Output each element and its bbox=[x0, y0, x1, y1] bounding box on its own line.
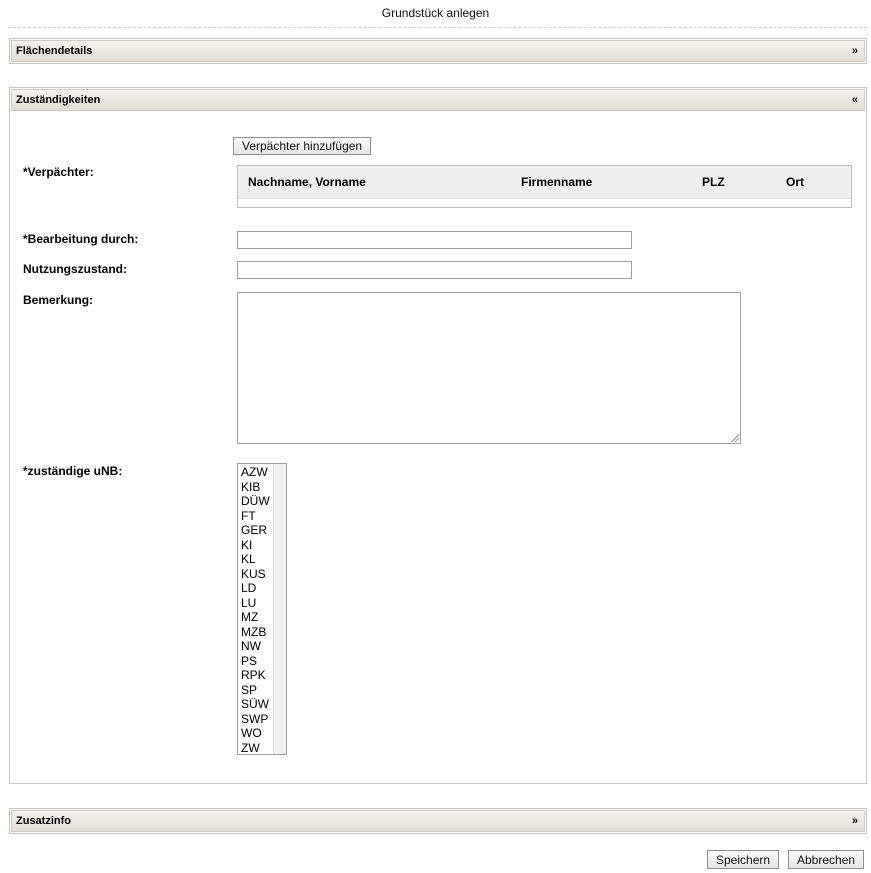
bemerkung-textarea[interactable] bbox=[237, 292, 741, 444]
unb-option[interactable]: WO bbox=[241, 726, 262, 740]
listbox-scrollbar[interactable] bbox=[273, 464, 286, 754]
unb-option[interactable]: AZW bbox=[241, 465, 268, 479]
nutzungszustand-label: Nutzungszustand: bbox=[23, 262, 127, 276]
grid-header-row bbox=[238, 166, 851, 199]
unb-option[interactable]: SWP bbox=[241, 711, 269, 726]
nutzungszustand-input[interactable] bbox=[237, 261, 632, 279]
unb-option[interactable]: LD bbox=[241, 581, 257, 595]
resize-grip-icon[interactable] bbox=[730, 433, 739, 442]
unb-option[interactable]: KL bbox=[241, 552, 256, 566]
bearbeitung-label: *Bearbeitung durch: bbox=[23, 232, 139, 246]
unb-option[interactable]: KUS bbox=[241, 566, 266, 581]
unb-option[interactable]: NW bbox=[241, 639, 261, 653]
unb-option[interactable]: GER bbox=[241, 523, 268, 537]
column-header[interactable]: Nachname, Vorname bbox=[248, 175, 366, 189]
unb-label: *zuständige uNB: bbox=[23, 464, 123, 478]
unb-option[interactable]: SP bbox=[241, 682, 258, 697]
unb-option[interactable]: FT bbox=[241, 508, 256, 523]
panel-title: Zusatzinfo bbox=[16, 815, 71, 827]
panel-zusatzinfo bbox=[9, 808, 867, 834]
page-title: Grundstück anlegen bbox=[381, 6, 490, 20]
unb-option[interactable]: MZ bbox=[241, 610, 259, 624]
save-button[interactable]: Speichern bbox=[707, 850, 779, 869]
panel-title: Flächendetails bbox=[16, 45, 93, 57]
panel-zustaendigkeiten bbox=[9, 87, 867, 784]
verpaechter-grid bbox=[237, 165, 852, 208]
add-verpaechter-button[interactable]: Verpächter hinzufügen bbox=[233, 137, 371, 155]
panel-header-flaechendetails[interactable] bbox=[11, 40, 865, 62]
panel-title: Zuständigkeiten bbox=[16, 94, 101, 106]
expand-icon[interactable]: » bbox=[851, 45, 858, 57]
bemerkung-label: Bemerkung: bbox=[23, 293, 94, 307]
panel-header-zusatzinfo[interactable] bbox=[11, 810, 865, 832]
panel-header-zustaendigkeiten[interactable] bbox=[11, 89, 865, 111]
unb-option[interactable]: RPK bbox=[241, 668, 266, 682]
collapse-icon[interactable]: « bbox=[851, 94, 858, 106]
column-header[interactable]: PLZ bbox=[702, 175, 725, 189]
unb-option[interactable]: KIB bbox=[241, 479, 261, 494]
unb-option[interactable]: KI bbox=[241, 537, 253, 552]
unb-option[interactable]: SÜW bbox=[241, 697, 269, 711]
column-header[interactable]: Firmenname bbox=[521, 175, 593, 189]
expand-icon[interactable]: » bbox=[851, 815, 858, 827]
unb-option[interactable]: LU bbox=[241, 595, 257, 610]
cancel-button[interactable]: Abbrechen bbox=[788, 850, 864, 869]
unb-option[interactable]: MZB bbox=[241, 624, 267, 639]
panel-flaechendetails bbox=[9, 38, 867, 64]
column-header[interactable]: Ort bbox=[786, 175, 804, 189]
title-divider bbox=[8, 27, 867, 28]
verpaechter-label: *Verpächter: bbox=[23, 165, 94, 179]
unb-option[interactable]: DÜW bbox=[241, 494, 270, 508]
unb-option[interactable]: ZW bbox=[241, 740, 260, 755]
unb-listbox[interactable] bbox=[237, 463, 287, 755]
bearbeitung-input[interactable] bbox=[237, 231, 632, 249]
unb-option[interactable]: PS bbox=[241, 653, 258, 668]
